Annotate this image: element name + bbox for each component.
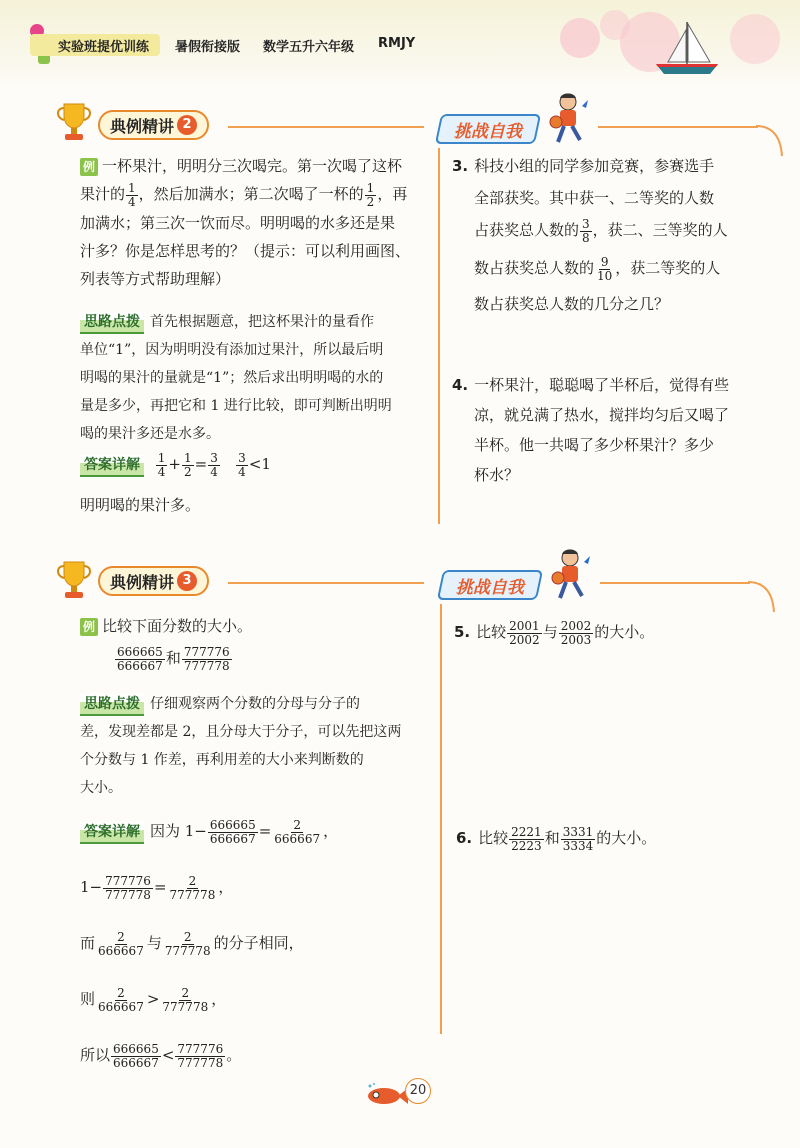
fraction [175, 1043, 225, 1070]
denominator: 10 [597, 268, 613, 283]
denominator: 2 [366, 194, 375, 209]
text-line: 一杯果汁，明明分三次喝完。第一次喝了这杯 [102, 157, 403, 175]
denominator: 4 [157, 464, 166, 479]
denominator: 8 [582, 230, 590, 245]
denominator: 666667 [98, 943, 144, 958]
numerator: 2 [117, 985, 125, 1000]
text-line: 仔细观察两个分数的分母与分子的 [150, 696, 360, 712]
hint-tag: 思路点拨 [80, 694, 144, 716]
denominator: 2 [184, 464, 192, 479]
example-badge: 例 [80, 618, 98, 636]
fraction [182, 452, 194, 479]
fraction [96, 987, 146, 1014]
section-title-text: 典例精讲 [110, 116, 175, 136]
operator: + [168, 455, 181, 473]
question-number: 5. [454, 623, 471, 641]
text-line: 比较下面分数的大小。 [102, 617, 253, 635]
denominator: 777778 [177, 1055, 224, 1070]
fraction [559, 620, 594, 647]
question-6 [456, 824, 776, 853]
text-line: 的分子相同， [213, 934, 304, 952]
question-number: 6. [456, 829, 473, 847]
numerator: 777776 [105, 873, 151, 888]
corner-curve [748, 580, 778, 614]
section-title-3 [98, 566, 209, 596]
question-number: 4. [452, 376, 469, 394]
fraction [208, 819, 258, 846]
answer-tag: 答案详解 [80, 455, 144, 477]
text-line: 因为 1− [150, 822, 207, 840]
denominator: 666667 [209, 831, 256, 846]
text-line: 量是多少，再把它和 1 进行比较，即可判断出明明 [80, 398, 392, 414]
question-4 [452, 370, 782, 490]
text-line: 而 [80, 934, 96, 952]
fraction [580, 218, 592, 245]
decoration-circle [730, 14, 780, 64]
fraction [507, 620, 542, 647]
trophy-icon [52, 100, 96, 144]
numerator: 3 [238, 450, 246, 465]
numerator: 1 [128, 180, 136, 195]
section-title-text: 典例精讲 [110, 572, 175, 592]
fraction [595, 256, 614, 283]
text-line: 个分数与 1 作差，再利用差的大小来判断数的 [80, 752, 364, 768]
text-line: 科技小组的同学参加竞赛，参赛选手 [474, 157, 715, 175]
text-line: 果汁的 [80, 185, 126, 203]
denominator: 4 [128, 194, 136, 209]
fraction [126, 182, 138, 209]
denominator: 666667 [274, 831, 321, 846]
denominator: 2002 [509, 632, 540, 647]
divider-line [228, 126, 424, 128]
text-line: 1− [80, 878, 103, 896]
fraction [561, 826, 596, 853]
decoration-circle [560, 18, 600, 58]
fraction [96, 931, 146, 958]
denominator: 3334 [562, 838, 594, 853]
divider-line [228, 582, 424, 584]
operator: < [161, 1046, 175, 1064]
edition-label: 暑假衔接版 [175, 40, 241, 55]
text-line: ，然后加满水；第二次喝了一杯的 [138, 185, 364, 203]
submarine-icon [362, 1082, 408, 1106]
example-2-problem [80, 152, 430, 293]
denominator: 4 [238, 464, 246, 479]
text-line: ， [323, 822, 339, 840]
example-2-hint [80, 308, 430, 448]
running-kid-icon [544, 548, 594, 608]
text-line: 与 [146, 934, 162, 952]
hint-tag: 思路点拨 [80, 312, 144, 334]
text-line: ，获二、三等奖的人 [592, 221, 728, 239]
denominator: 2003 [560, 632, 592, 647]
text-line: ，获二等奖的人 [615, 259, 721, 277]
text-line: 凉，就兑满了热水，搅拌均匀后又喝了 [474, 406, 730, 424]
numerator: 1 [157, 450, 166, 465]
column-divider [438, 148, 440, 524]
denominator: 666667 [113, 1055, 159, 1070]
denominator: 666667 [98, 999, 144, 1014]
numerator: 1 [184, 450, 192, 465]
numerator: 666665 [113, 1041, 159, 1056]
numerator: 9 [600, 254, 609, 269]
section-number: 3 [177, 571, 197, 591]
denominator: 777778 [105, 887, 151, 902]
text-line: 的大小。 [596, 829, 657, 847]
fraction [111, 1043, 161, 1070]
text-line: 一杯果汁，聪聪喝了半杯后，觉得有些 [474, 376, 730, 394]
numerator: 2 [181, 985, 190, 1000]
denominator: 4 [210, 464, 218, 479]
denominator: 777778 [169, 887, 216, 902]
fraction [103, 875, 153, 902]
challenge-label: 挑战自我 [456, 577, 524, 598]
operator: = [258, 822, 272, 840]
fraction [160, 987, 210, 1014]
fraction [208, 452, 220, 479]
text-line: 占获奖总人数的 [474, 221, 580, 239]
question-number: 3. [452, 157, 469, 175]
question-3 [452, 150, 782, 320]
numerator: 3 [582, 216, 590, 231]
example-3-problem [80, 612, 430, 673]
text-line: 则 [80, 990, 96, 1008]
numerator: 666665 [209, 817, 256, 832]
challenge-title-2 [437, 570, 543, 600]
numerator: 2 [183, 929, 192, 944]
divider-line [600, 582, 750, 584]
answer-tag: 答案详解 [80, 822, 144, 844]
numerator: 3331 [562, 824, 594, 839]
denominator: 2223 [511, 838, 542, 853]
text-line: 首先根据题意，把这杯果汁的量看作 [150, 314, 374, 330]
text-line: 汁多？你是怎样思考的？（提示：可以利用画图、 [80, 241, 411, 260]
text-line: 数占获奖总人数的几分之几？ [474, 295, 670, 313]
denominator: 777778 [183, 658, 230, 673]
example-2-answer [80, 450, 430, 519]
operator: <1 [248, 455, 271, 473]
sailboat-icon [652, 20, 722, 78]
fraction [163, 931, 213, 958]
challenge-title-1 [435, 114, 541, 144]
text-line: 的大小。 [594, 623, 655, 641]
challenge-label: 挑战自我 [454, 121, 522, 142]
text-line: 大小。 [80, 780, 122, 796]
example-3-answer [80, 806, 430, 1080]
denominator: 666667 [117, 658, 163, 673]
numerator: 2 [117, 929, 125, 944]
trophy-icon [52, 558, 96, 602]
fraction [272, 819, 322, 846]
numerator: 2001 [509, 618, 540, 633]
text-line: 差，发现差都是 2，且分母大于分子，可以先把这两 [80, 724, 402, 740]
divider-line [598, 126, 758, 128]
text-line: 所以 [80, 1046, 111, 1064]
fraction [365, 182, 377, 209]
numerator: 2 [188, 873, 197, 888]
operator: > [146, 990, 160, 1008]
fraction [156, 452, 168, 479]
text-line: 和 [544, 829, 560, 847]
running-kid-icon [542, 92, 592, 152]
subject-label: 数学五升六年级 [263, 40, 355, 55]
fraction [115, 646, 165, 673]
operator: = [153, 878, 167, 896]
text-line: 。 [226, 1046, 242, 1064]
example-badge: 例 [80, 158, 98, 176]
numerator: 777776 [183, 644, 230, 659]
numerator: 2002 [560, 618, 592, 633]
page-number: 20 [405, 1078, 431, 1104]
example-3-hint [80, 690, 430, 802]
text-line: 单位“1”，因为明明没有添加过果汁，所以最后明 [80, 342, 384, 358]
fraction [168, 875, 218, 902]
header-band [0, 0, 800, 88]
conclusion-text: 明明喝的果汁多。 [80, 495, 201, 514]
numerator: 666665 [117, 644, 163, 659]
text-line: 比较 [476, 623, 507, 641]
numerator: 2221 [511, 824, 542, 839]
fraction [182, 646, 232, 673]
fraction [236, 452, 248, 479]
denominator: 777778 [162, 999, 209, 1014]
text-line: 喝的果汁多还是水多。 [80, 426, 220, 442]
section-title-2 [98, 110, 209, 140]
text-line: ， [218, 878, 234, 896]
text-line: ，再 [377, 185, 408, 203]
numerator: 777776 [177, 1041, 224, 1056]
numerator: 3 [210, 450, 218, 465]
section-number: 2 [177, 115, 197, 135]
question-5 [454, 618, 774, 647]
text-line: 比较 [478, 829, 509, 847]
operator: = [194, 455, 208, 473]
fraction [509, 826, 544, 853]
series-title: 实验班提优训练 [58, 40, 150, 55]
text-line: 与 [542, 623, 558, 641]
text-line: 数占获奖总人数的 [474, 259, 595, 277]
column-divider [440, 604, 442, 1034]
numerator: 1 [366, 180, 375, 195]
text-line: 半杯。他一共喝了多少杯果汁？多少 [474, 436, 715, 454]
text-line: 列表等方式帮助理解） [80, 269, 231, 288]
denominator: 777778 [164, 943, 211, 958]
text-line: 明喝的果汁的量就是“1”；然后求出明明喝的水的 [80, 370, 384, 386]
text-line: 加满水；第三次一饮而尽。明明喝的水多还是果 [80, 213, 396, 232]
text-line: 杯水？ [474, 466, 520, 484]
text-line: 全部获奖。其中获一、二等奖的人数 [474, 189, 715, 207]
text-line: 和 [165, 649, 181, 667]
code-label: RMJY [378, 36, 416, 51]
numerator: 2 [293, 817, 301, 832]
text-line: ， [211, 990, 227, 1008]
